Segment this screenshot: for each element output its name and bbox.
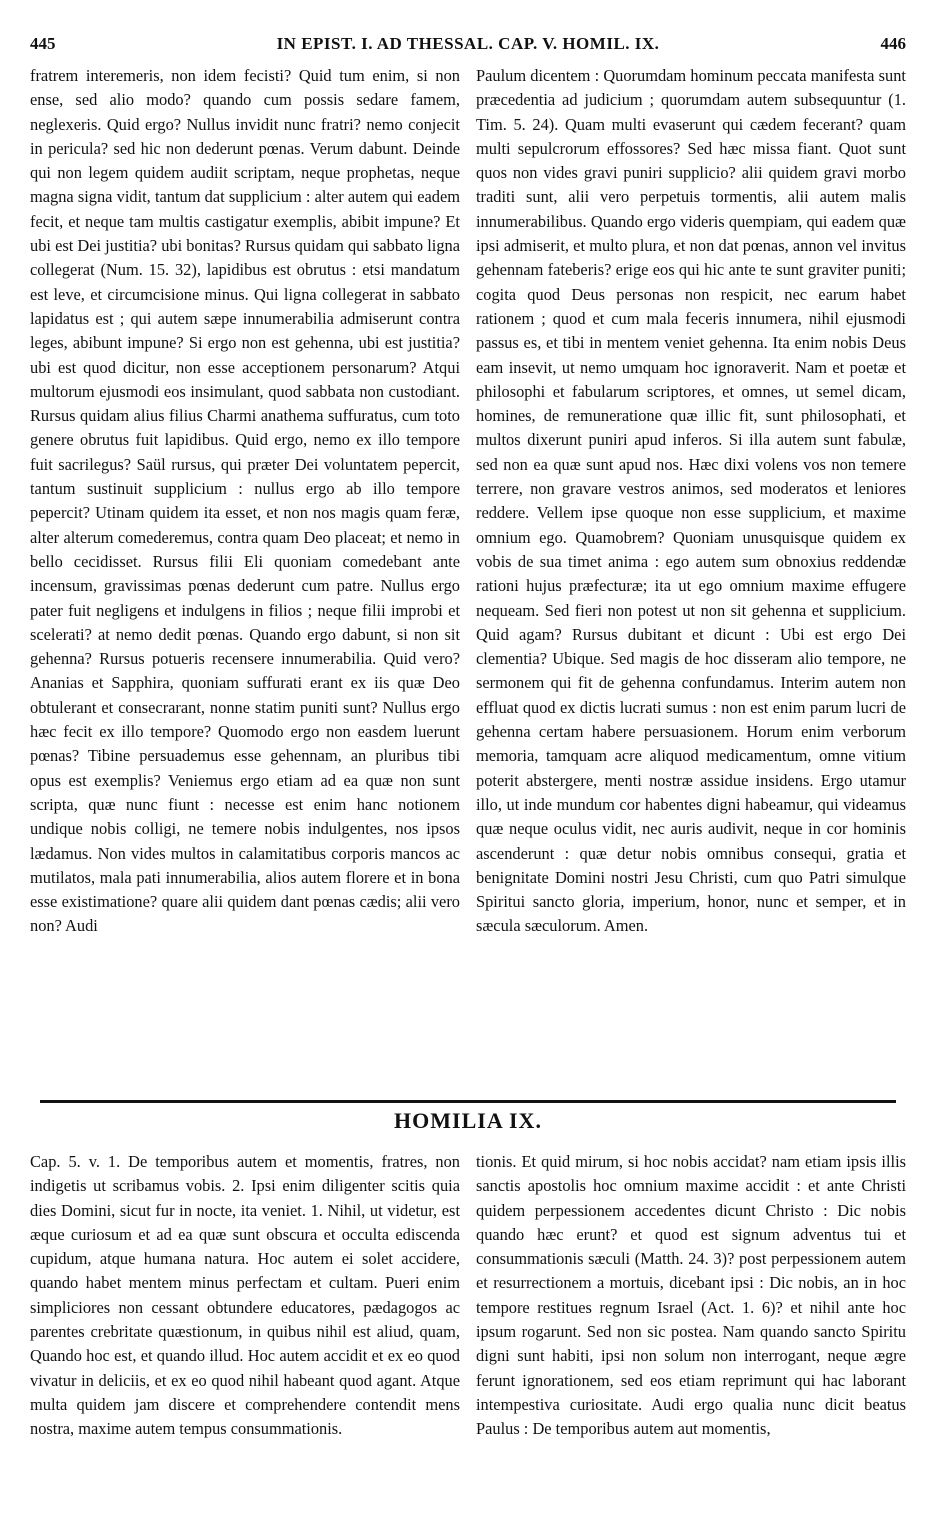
upper-right-text: Paulum dicentem : Quorumdam hominum peccata manifesta sunt præcedentia ad judicium ; quorumdam autem subsequuntur (1. Tim. 5. 24). Quam multi evaserunt qui cædem fecerant? quam multi sepulcrorum effossores? Sed hæc missa fiant. Quot sunt quos non vides gravi puniri supplicio? alii quidem gravi morbo traditi sunt, alii vero perpetuis tormentis, alii autem malis innumerabilibus. Quando ergo videris quempiam, qui eadem quæ ipsi admiserit, et multo plura, et non dat pœnas, annon vel invitus gehennam fateberis? erige eos qui hic ante te sunt graviter puniti; cogita quod Deus personas non respicit, nec earum habet rationem ; quod et cum mala feceris innumera, nihil ejusmodi passus es, et tibi in mentem veniet gehenna. Ita enim nobis Deus eam insevit, ut nemo umquam hoc ignoraverit. Nam et poetæ et philosophi et fabularum scriptores, et omnes, ut semel dicam, homines, de remuneratione quæ illic fit, sunt philosophati, et multos dixerunt puniri apud inferos. Si illa autem sunt fabulæ, sed non ea quæ sunt apud nos. Hæc dixi volens vos non temere terrere, non gravare vestros animos, sed moderatos et leniores reddere. Vellem ipse quoque non esse supplicium, et maxime omnium ego. Quamobrem? Quoniam unusquisque quidem ex vobis de sua timet anima : ego autem sum obnoxius reddendæ rationi hujus præfecturæ; ita ut ego omnium maxime effugere nequeam. Sed fieri non potest ut non sit gehenna et supplicium. Quid agam? Rursus dubitant et dicunt : Ubi est ergo Dei clementia? Ubique. Sed magis de hoc disseram alio tempore, ne sermonem qui fit de gehenna confundamus. Interim autem non effluat quod ex dictis lucrati sumus : non est enim parum lucri de gehenna certam habere persuasionem. Horum enim verborum memoria, tamquam acre aliquod medicamentum, omne vitium poterit abstergere, menti nostræ assidue insidens. Ergo utamur illo, ut inde mundum cor habentes digni habeamur, qui videamus quæ neque oculus vidit, nec auris audivit, neque in cor hominis ascenderunt : quæ detur nobis omnibus consequi, gratia et benignitate Domini nostri Jesu Christi, cum quo Patri simulque Spiritui sancto gloria, imperium, honor, nunc et semper, et in sæcula sæculorum. Amen. xyxy=(476,66,906,936)
page-number-right: 446 xyxy=(880,34,906,53)
lower-text-columns xyxy=(30,1150,906,1530)
lower-right-column xyxy=(476,1150,906,1530)
upper-left-column xyxy=(30,64,460,1094)
page-header xyxy=(30,34,906,58)
homily-heading: HOMILIA IX. xyxy=(394,1108,542,1133)
lower-left-text: Cap. 5. v. 1. De temporibus autem et momentis, fratres, non indigetis ut scribamus vobis. 2. Ipsi enim diligenter scitis quia dies Domini, sicut fur in nocte, ita veniet. 1. Nihil, ut videtur, est æque curiosum et ad ea quæ sunt obscura et occulta ediscenda cupidum, atque humana natura. Hoc autem ei solet accidere, quando habet mentem minus perfectam et cultam. Pueri enim simpliciores non cessant obtundere educatores, pædagogos ac parentes crebritate quæstionum, in quibus nihil est aliud, quam, Quando hoc est, et quando illud. Hoc autem accidit et ex eo quod vivatur in deliciis, et ex eo quod nihil habeant quod agant. Atque multa quidem jam discere et comprehendere contendit mens nostra, maxime autem tempus consummationis. xyxy=(30,1152,460,1439)
lower-right-text: tionis. Et quid mirum, si hoc nobis accidat? nam etiam ipsis illis sanctis apostolis hoc omnium maxime accidit : et ante Christi quidem perpessionem accedentes dicunt Christo : Dic nobis quando hæc erunt? et quod est signum adventus tui et consummationis sæculi (Matth. 24. 3)? post perpessionem autem et resurrectionem a mortuis, dicebant ipsi : Dic nobis, an in hoc tempore restitues regnum Israel (Act. 1. 6)? et nihil ante hoc ipsum rogarunt. Sed non sic postea. Nam quando sancto Spiritu digni sunt habiti, ipsi non solum non interrogant, neque ægre ferunt ignorationem, sed eos etiam reprimunt qui hac laborant intempestiva curiositate. Audi ergo qualia nunc dicit beatus Paulus : De temporibus autem aut momentis, xyxy=(476,1152,906,1439)
running-title: IN EPIST. I. AD THESSAL. CAP. V. HOMIL. IX. xyxy=(276,34,660,53)
upper-left-text: fratrem interemeris, non idem fecisti? Quid tum enim, si non ense, sed alio modo? quando cum possis sedare famem, neglexeris. Quid ergo? Nullus invidit nunc fratri? nemo conjecit in pericula? sed hic non dederunt pœnas. Verum dabunt. Deinde qui non legem quidem audiit scriptam, neque prophetas, neque magna signa vidit, tantum dat supplicium : alter autem qui eadem fecit, et neque tam multis castigatur exemplis, abibit impune? Et ubi est Dei justitia? ubi bonitas? Rursus quidam qui sabbato ligna collegerat (Num. 15. 32), lapidibus est obrutus : etsi mandatum est leve, et circumcisione minus. Qui ligna collegerat in sabbato lapidatus est ; qui autem sæpe innumerabilia admiserunt contra leges, abibunt impune? Si ergo non est gehenna, ubi est justitia? ubi est quod dicitur, non esse acceptionem personarum? Atqui multorum ejusmodi eos insimulant, quod sabbata non custodiant. Rursus quidam alius filius Charmi anathema suffuratus, cum toto genere obrutus fuit lapidibus. Quid ergo, nemo ex illo tempore fuit sacrilegus? Saül rursus, qui præter Dei voluntatem pepercit, tantum sustinuit supplicium : nullus ergo ab illo tempore pepercit? Utinam quidem ita esset, et non nos magis quam feræ, alter alterum comederemus, contra quam Deo placeat; et nemo in bello cecidisset. Rursus filii Eli quoniam comedebant ante incensum, gravissimas pœnas dederunt cum patre. Nullus ergo pater fuit negligens et indulgens in filios ; neque filii improbi et scelerati? at nemo dedit pœnas. Quando ergo dabunt, si non sit gehenna? Rursus potueris recensere innumerabilia. Quid vero? Ananias et Sapphira, quoniam suffurati erant ex iis quæ Deo obtulerant et consecrarant, nonne statim puniti sunt? Nullus ergo hæc fecit ex illo tempore? Quomodo ergo non easdem luerunt pœnas? Tibine persuademus esse gehennam, an pluribus tibi opus est exemplis? Veniemus ergo etiam ad ea quæ non sunt scripta, quæ nunc fiunt : necesse est enim hanc notionem undique nobis colligi, ne temere nobis indulgentes, nos ipsos lædamus. Non vides multos in calamitatibus corporis mancos ac mutilatos, mala pati innumerabilia, alios autem florere et in bona esse existimatione? quare alii quidem dant pœnas cædis; alii vero non? Audi xyxy=(30,66,460,936)
section-divider xyxy=(40,1100,896,1103)
upper-text-columns xyxy=(30,64,906,1094)
upper-right-column xyxy=(476,64,906,1094)
page-number-left: 445 xyxy=(30,34,56,53)
lower-left-column xyxy=(30,1150,460,1530)
